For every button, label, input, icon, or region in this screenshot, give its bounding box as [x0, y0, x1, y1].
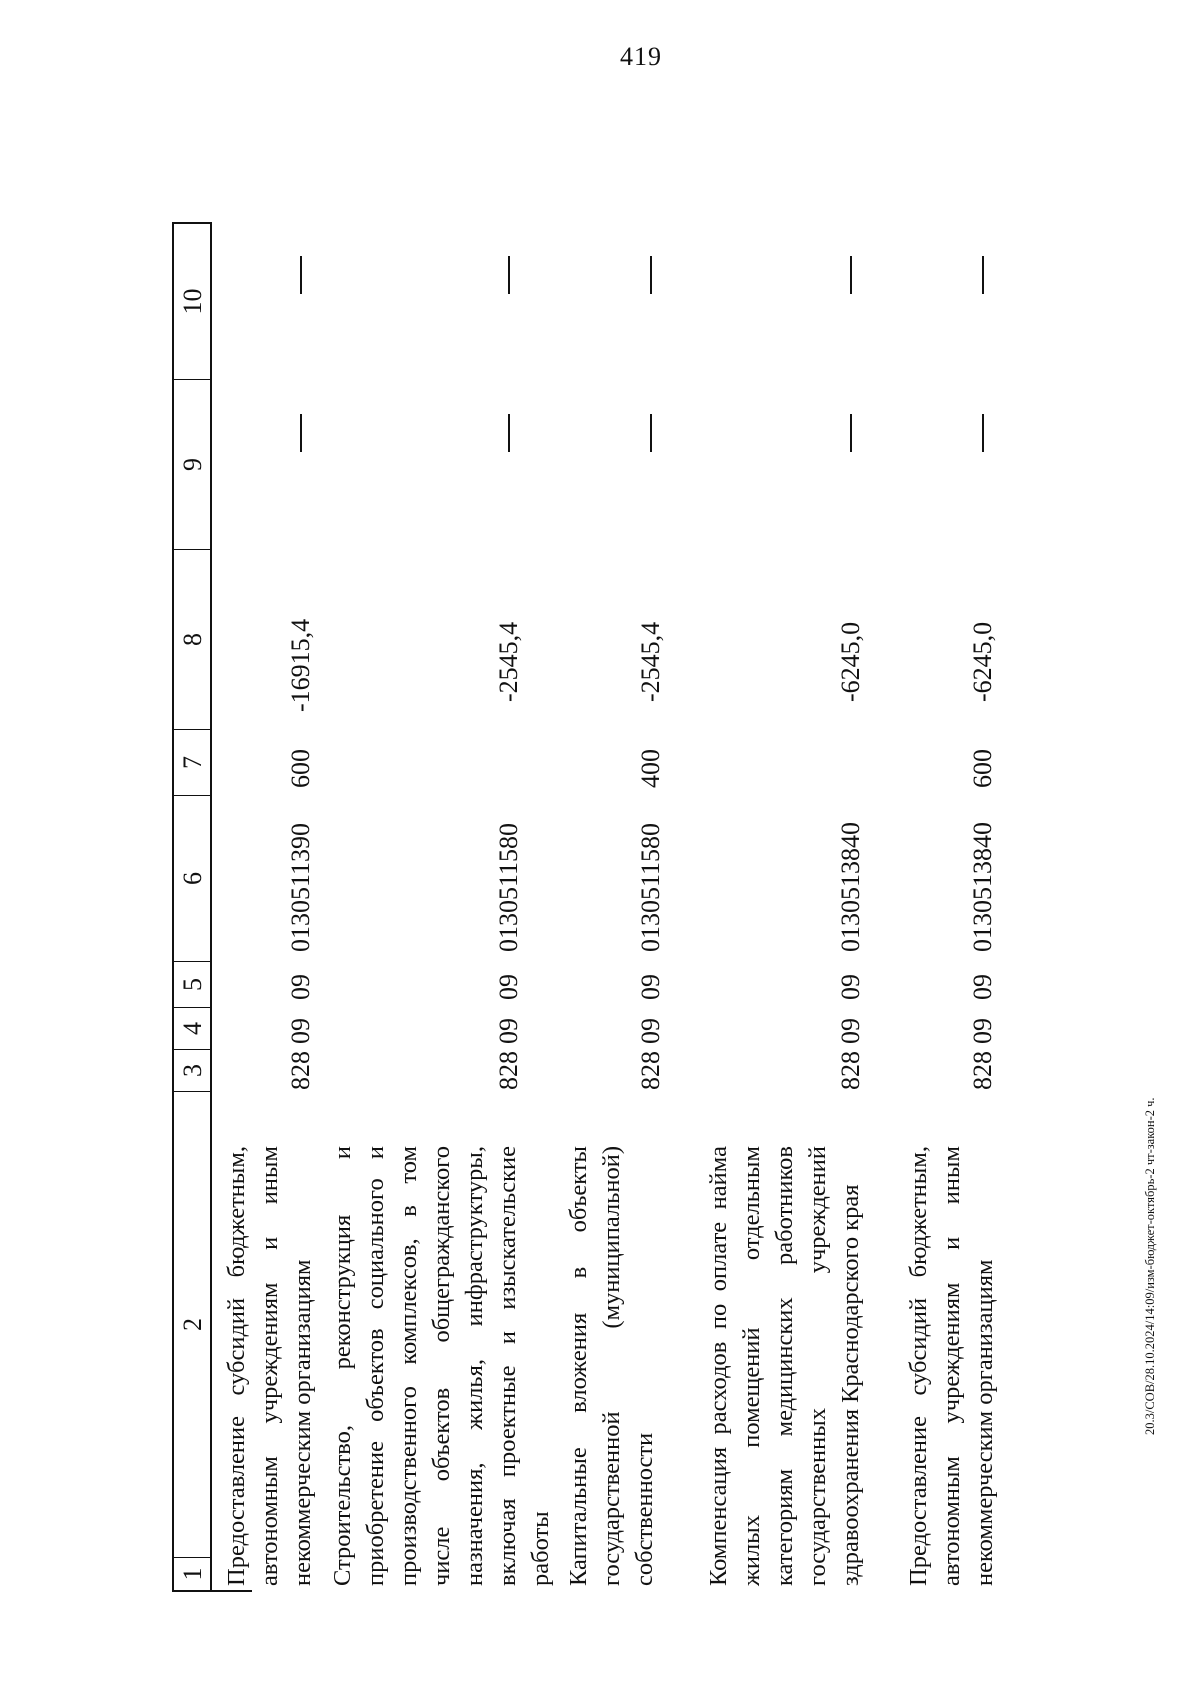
row-description: Предоставление субсидий бюджетным, автономным учреждениям и иным некоммерческим организациям: [905, 1146, 998, 1586]
cell-col8: -2545,4: [636, 621, 665, 702]
cell-col4: 09: [968, 1018, 997, 1044]
cell-col4: 09: [836, 1018, 865, 1044]
cell-col6: 0130513840: [968, 822, 997, 952]
cell-col6: 0130511390: [286, 822, 315, 952]
table-header-cell: 1: [172, 1558, 212, 1592]
dash-col9: [300, 414, 302, 452]
row-description: Капитальные вложения в объекты государственной (муниципальной) собственности: [565, 1146, 658, 1586]
dash-col10: [850, 256, 852, 294]
cell-col8: -2545,4: [494, 621, 523, 702]
table-header-cell: 10: [172, 222, 212, 380]
dash-col10: [300, 256, 302, 294]
cell-col3: 828: [968, 1051, 997, 1090]
dash-col9: [850, 414, 852, 452]
table-header-cell: 2: [172, 1092, 212, 1558]
page-number: 419: [620, 42, 662, 71]
cell-col7: 400: [636, 749, 665, 788]
table-header-cell: 7: [172, 730, 212, 796]
cell-col7: 600: [286, 749, 315, 788]
cell-col6: 0130513840: [836, 822, 865, 952]
table-left-border: [212, 1590, 252, 1592]
cell-col4: 09: [636, 1018, 665, 1044]
row-description: Строительство, реконструкция и приобретение объектов социального и производственного комплексов, в том числе объектов общегражданского назначения, жилья, инфраструктуры, включая проектные и изыскательские работы: [329, 1146, 554, 1586]
table-header-cell: 8: [172, 550, 212, 730]
cell-col3: 828: [286, 1051, 315, 1090]
dash-col10: [650, 256, 652, 294]
cell-col8: -6245,0: [968, 621, 997, 702]
table-header-cell: 5: [172, 962, 212, 1008]
cell-col5: 09: [286, 974, 315, 1000]
cell-col5: 09: [968, 974, 997, 1000]
dash-col10: [508, 256, 510, 294]
row-description: Предоставление субсидий бюджетным, автономным учреждениям и иным некоммерческим организациям: [223, 1146, 316, 1586]
cell-col4: 09: [286, 1018, 315, 1044]
table-header-cell: 9: [172, 380, 212, 550]
cell-col6: 0130511580: [636, 822, 665, 952]
cell-col3: 828: [636, 1051, 665, 1090]
dash-col9: [982, 414, 984, 452]
table-header-cell: 4: [172, 1008, 212, 1050]
cell-col5: 09: [494, 974, 523, 1000]
cell-col8: -16915,4: [286, 618, 315, 712]
footer-document-code: 20.3/СОВ/28.10.2024/14:09/изм-бюджет-октябрь-2 чт-закон-2 ч.: [1143, 1097, 1157, 1435]
cell-col7: 600: [968, 749, 997, 788]
dash-col9: [508, 414, 510, 452]
cell-col5: 09: [836, 974, 865, 1000]
dash-col9: [650, 414, 652, 452]
row-description: Компенсация расходов по оплате найма жилых помещений отдельным категориям медицинских работников государственных учреждений здравоохранения Краснодарского края: [705, 1146, 864, 1586]
dash-col10: [982, 256, 984, 294]
table-header-cell: 3: [172, 1050, 212, 1092]
cell-col3: 828: [836, 1051, 865, 1090]
cell-col8: -6245,0: [836, 621, 865, 702]
budget-table: [172, 72, 1200, 1592]
cell-col4: 09: [494, 1018, 523, 1044]
cell-col5: 09: [636, 974, 665, 1000]
table-header-cell: 6: [172, 796, 212, 962]
cell-col6: 0130511580: [494, 822, 523, 952]
cell-col3: 828: [494, 1051, 523, 1090]
